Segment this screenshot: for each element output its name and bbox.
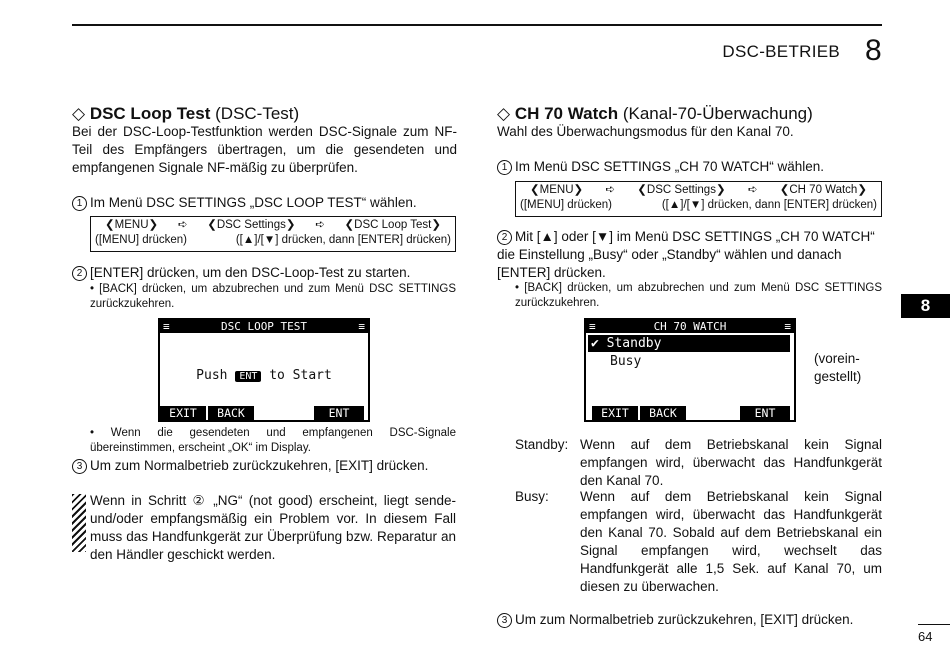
key-sequence-row [95,218,451,233]
lcd-softkeys [160,406,368,420]
lcd-title: DSC LOOP TEST [220,320,308,333]
key-sequence-row [520,183,877,198]
step-number: 1 [497,160,512,175]
arrow-icon: ➪ [177,219,188,231]
lcd-message [160,368,368,383]
menu-key: ❮MENU❯ [105,219,159,231]
diamond-icon: ◇ [72,104,86,123]
note-text: Wenn in Schritt ② „NG“ (not good) erscheint, liegt sende- und/oder empfangsmäßig ein Problem vor. In diesem Fall muss das Handfunkgerät zur Überprüfung bzw. Reparatur an den Händler geschickt werden. [90,493,456,562]
section-title-bold: CH 70 Watch [514,104,619,123]
step-1 [497,158,887,176]
section-title-dsc-loop-test [72,104,299,124]
softkey-back[interactable]: BACK [640,406,686,420]
ch70-watch-key: ❮CH 70 Watch❯ [779,184,867,196]
step-text: [ENTER] drücken, um den DSC-Loop-Test zu starten. [90,265,411,280]
step-number: 3 [72,459,87,474]
lcd-dsc-loop-test [158,318,370,422]
step-3 [497,611,887,629]
lcd-title: CH 70 WATCH [653,320,727,333]
menu-lines-icon: ≡ [784,320,791,333]
section-title-bold: DSC Loop Test [89,104,211,123]
def-term-busy: Busy: [515,489,549,504]
step-text: Um zum Normalbetrieb zurückzukehren, [EXIT] drücken. [90,458,429,473]
chapter-number: 8 [865,34,882,67]
step-number: 1 [72,196,87,211]
softkey-ent[interactable]: ENT [740,406,790,420]
option-label: Standby [606,336,662,351]
def-desc-standby: Wenn auf dem Betriebskanal kein Signal empfangen wird, überwacht das Handfunkgerät den Kanal 70. [580,437,882,488]
section-intro: Bei der DSC-Loop-Testfunktion werden DSC-Signale zum NF-Teil des Empfängers übertragen, um die gesendeten und empfangenen Signale NF-mäßig zu überprüfen. [72,124,457,175]
section-title-rest: (DSC-Test) [215,104,300,123]
menu-lines-icon: ≡ [358,320,365,333]
menu-instruction: ([MENU] drücken) [520,199,613,211]
arrow-icon: ➪ [605,184,616,196]
def-term-standby: Standby: [515,437,569,452]
lcd-msg-post: to Start [269,368,332,383]
menu-instruction: ([MENU] drücken) [95,234,188,246]
softkey-exit[interactable]: EXIT [160,406,206,420]
softkey-ent[interactable]: ENT [314,406,364,420]
softkey-back[interactable]: BACK [208,406,254,420]
step-1 [72,194,462,212]
select-instruction: ([▲]/[▼] drücken, dann [ENTER] drücken) [661,199,877,211]
step-2 [497,228,883,282]
lcd-option-busy[interactable]: Busy [610,354,642,369]
step-number: 2 [72,266,87,281]
menu-key: ❮MENU❯ [530,184,584,196]
note-icon [72,494,86,552]
lcd-msg-pre: Push [196,368,228,383]
page-number: 64 [918,629,933,644]
section-intro: Wahl des Überwachungsmodus für den Kanal 70. [497,124,794,139]
page-number-rule [918,624,950,625]
step-text: Um zum Normalbetrieb zurückzukehren, [EXIT] drücken. [515,612,854,627]
header-rule [72,24,882,26]
key-instruction-row [520,198,877,213]
arrow-icon: ➪ [315,219,325,231]
step-text: Im Menü DSC SETTINGS „CH 70 WATCH“ wählen. [515,159,825,174]
key-sequence-box [90,216,456,252]
result-bullet: • Wenn die gesendeten und empfangenen DSC-Signale übereinstimmen, erscheint „OK“ im Display. [90,427,456,454]
lcd-title-bar [160,320,368,333]
chapter-side-tab: 8 [901,294,950,318]
step-number: 2 [497,230,512,245]
step-text: Mit [▲] oder [▼] im Menü DSC SETTINGS „CH 70 WATCH“ die Einstellung „Busy“ oder „Standby“ wählen und danach [ENTER] drücken. [497,229,875,280]
step-3 [72,457,462,475]
dsc-settings-key: ❮DSC Settings❯ [207,219,296,231]
key-instruction-row [95,233,451,248]
step-number: 3 [497,613,512,628]
default-label: (vorein- gestellt) [814,351,862,384]
lcd-option-standby[interactable] [588,335,790,352]
ent-key-badge: ENT [235,371,261,382]
step-text: Im Menü DSC SETTINGS „DSC LOOP TEST“ wählen. [90,195,417,210]
menu-lines-icon: ≡ [589,320,596,333]
step-2-bullet: • [BACK] drücken, um abzubrechen und zum Menü DSC SETTINGS zurückzukehren. [515,282,882,309]
diamond-icon: ◇ [497,104,511,123]
lcd-title-bar [586,320,794,333]
key-sequence-box [515,181,882,217]
lcd-softkeys [586,406,794,420]
select-instruction: ([▲]/[▼] drücken, dann [ENTER] drücken) [235,234,451,246]
section-title-rest: (Kanal-70-Überwachung) [622,104,813,123]
step-2 [72,264,462,282]
dsc-loop-test-key: ❮DSC Loop Test❯ [344,219,441,231]
checkmark-icon: ✔ [591,336,599,351]
def-desc-busy: Wenn auf dem Betriebskanal kein Signal empfangen wird, überwacht das Handfunkgerät den Kanal 70. Sobald auf dem Betriebskanal ein Signal empfangen wird, wechselt das Handfunkgerät alle 1,5 Sek. auf Kanal 70, um diesen zu überwachen. [580,489,882,594]
lcd-ch70-watch [584,318,796,422]
menu-lines-icon: ≡ [163,320,170,333]
step-2-bullet: • [BACK] drücken, um abzubrechen und zum Menü DSC SETTINGS zurückzukehren. [90,283,456,310]
dsc-settings-key: ❮DSC Settings❯ [637,184,726,196]
arrow-icon: ➪ [747,184,758,196]
section-title-ch70-watch [497,104,813,124]
chapter-title: DSC-BETRIEB [722,42,840,61]
softkey-exit[interactable]: EXIT [592,406,638,420]
